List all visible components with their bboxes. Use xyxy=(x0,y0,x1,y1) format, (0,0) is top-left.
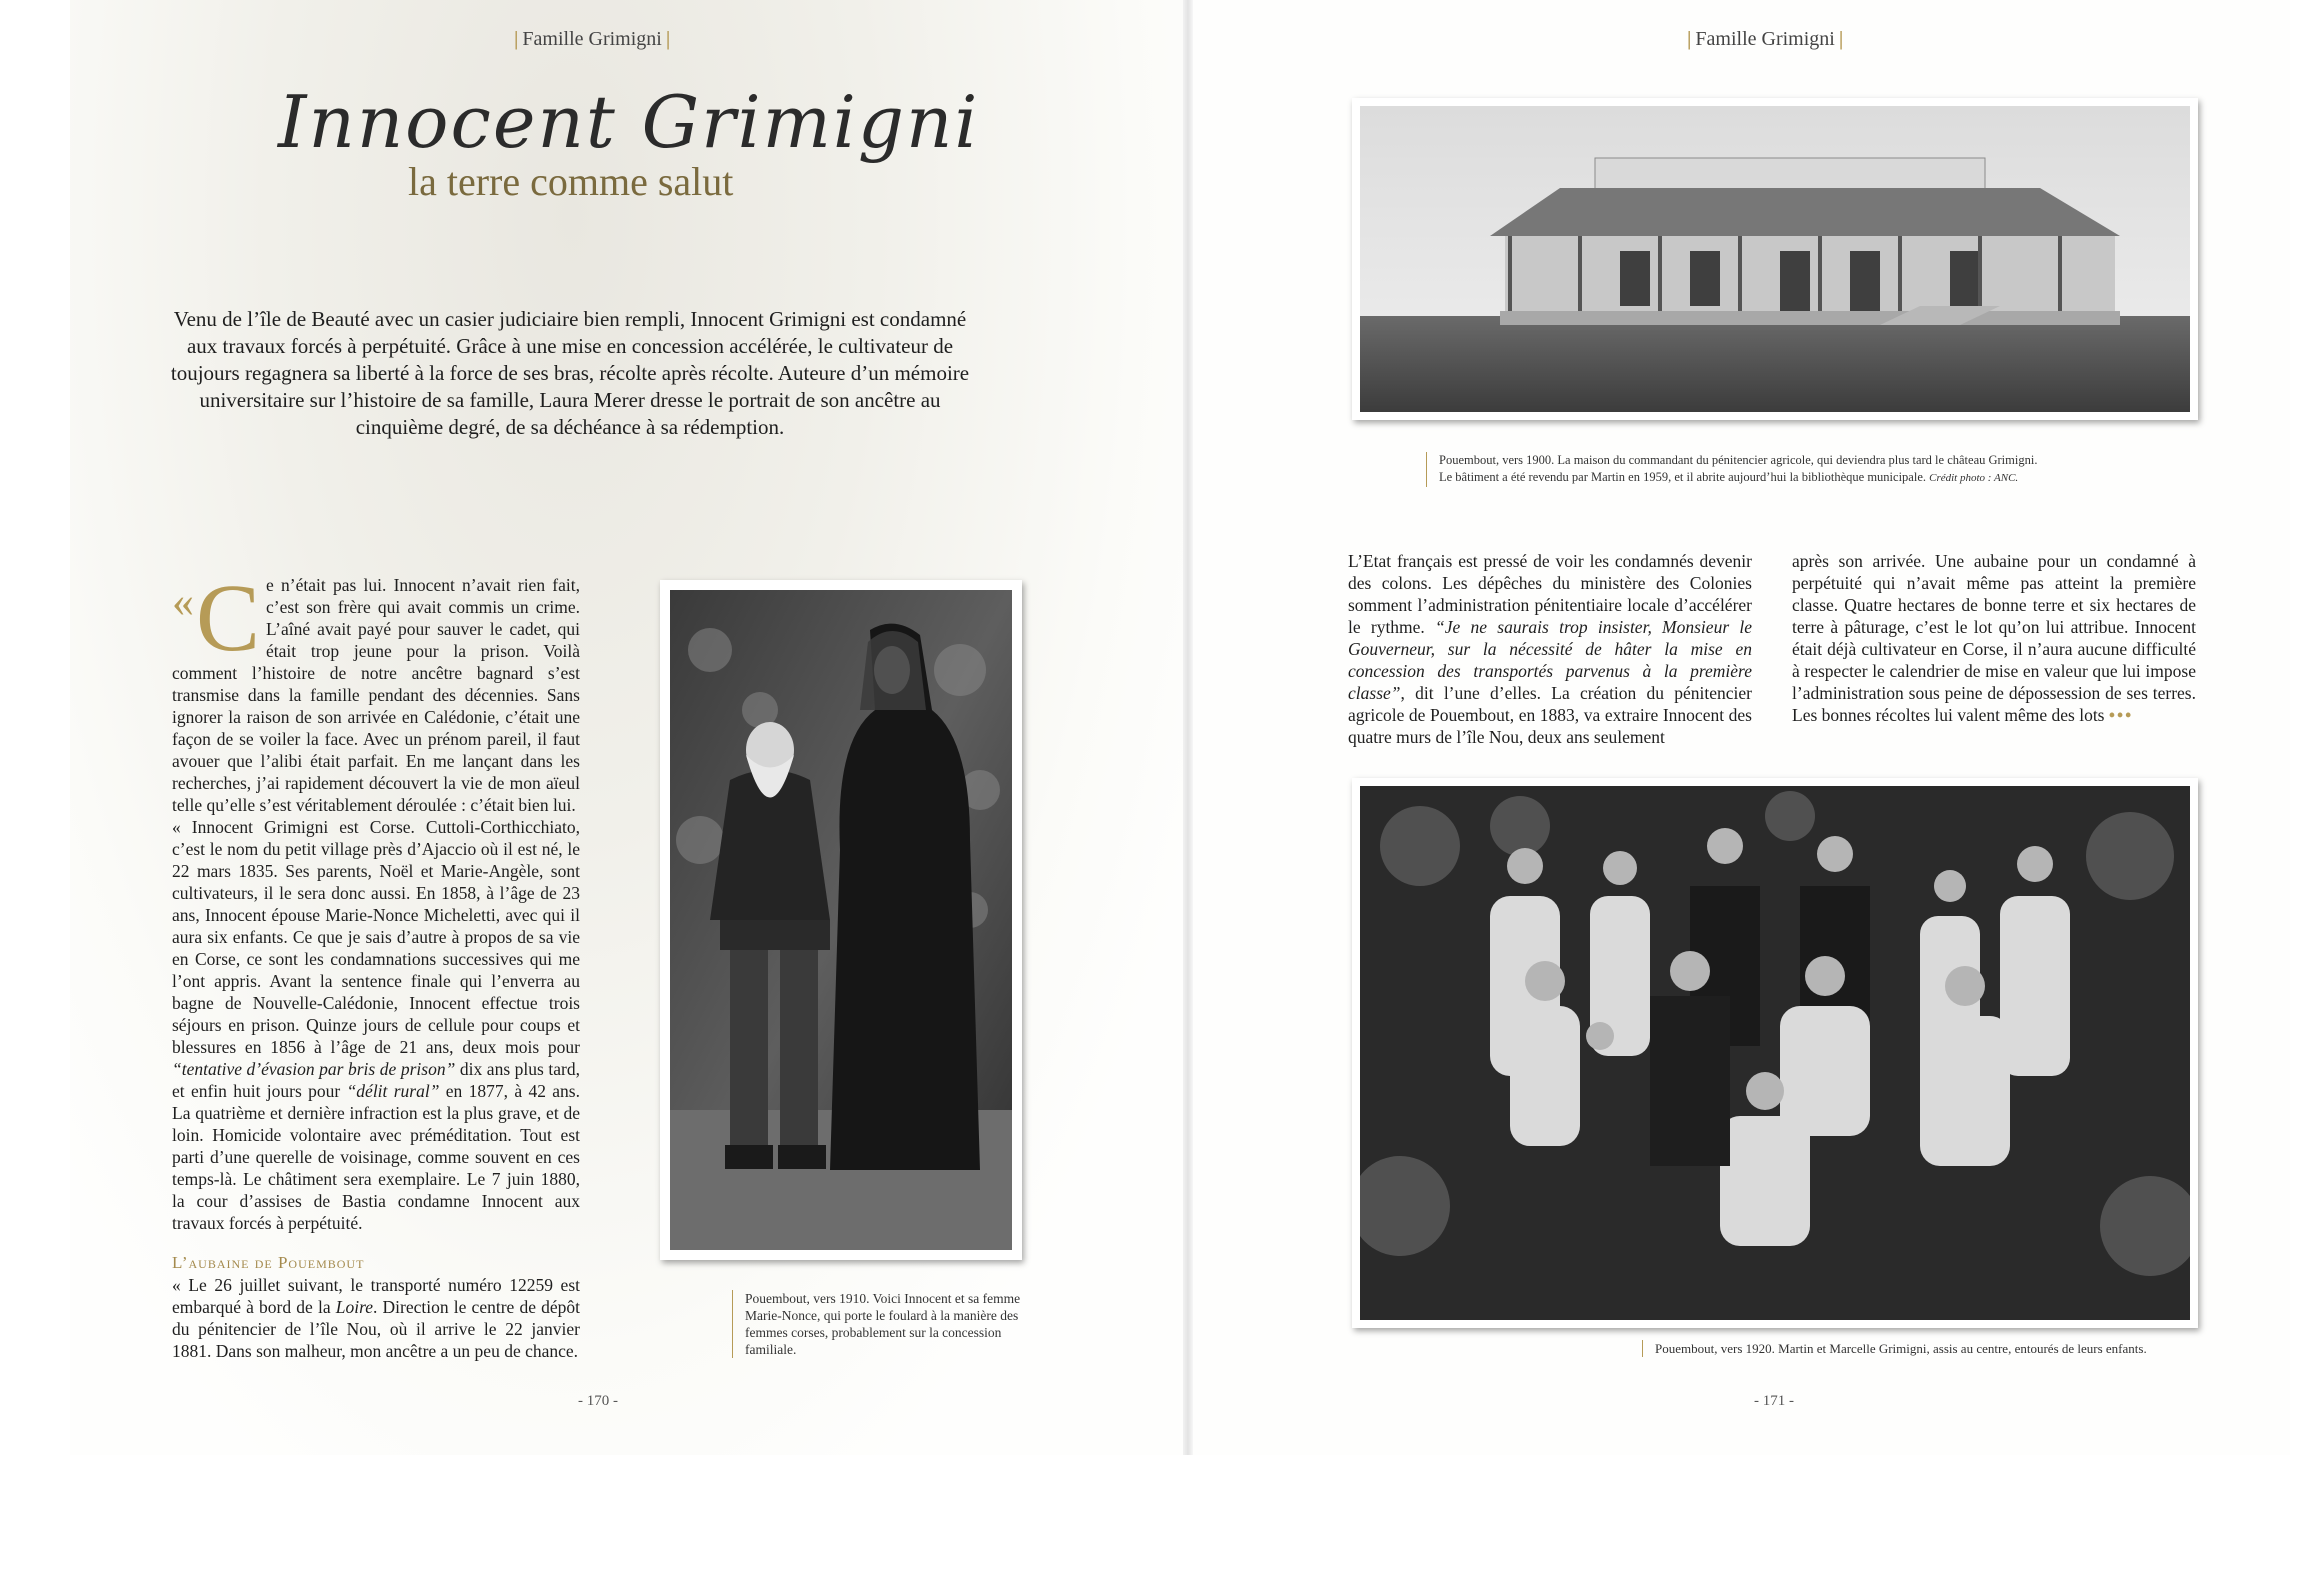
body-column-left xyxy=(172,564,580,1234)
folio-right: - 171 - xyxy=(1754,1393,1794,1409)
article-title: Innocent Grimigni xyxy=(278,80,980,164)
page-gutter xyxy=(1183,0,1193,1455)
portrait-photo-caption: Pouembout, vers 1910. Voici Innocent et sa femme Marie-Nonce, qui porte le foulard à la manière des femmes corses, probablement sur la concession familiale. xyxy=(732,1290,1045,1358)
article-lead: Venu de l’île de Beauté avec un casier judiciaire bien rempli, Innocent Grimigni est condamné aux travaux forcés à perpétuité. Grâce à une mise en concession accélérée, le cultivateur de toujours regagnera sa liberté à la force de ses bras, récolte après récolte. Auteure d’un mémoire universitaire sur l’histoire de sa famille, Laura Merer dresse le portrait de son ancêtre au cinquième degré, de sa déchéance à sa rédemption. xyxy=(170,307,970,439)
house-photo-image xyxy=(1360,106,2190,412)
body-column-left-2 xyxy=(172,1274,580,1362)
drop-cap: C xyxy=(196,564,261,671)
folio-left: - 170 - xyxy=(578,1393,618,1409)
family-photo-image xyxy=(1360,786,2190,1320)
continued-marker: ••• xyxy=(2108,705,2134,725)
article-subtitle: la terre comme salut xyxy=(408,159,734,204)
house-photo xyxy=(1352,98,2198,420)
paragraph-3: « Le 26 juillet suivant, le transporté numéro 12259 est embarqué à bord de la Loire. Direction le centre de dépôt du pénitencier de l’île Nou, où il arrive le 22 janvier 1881. Dans son malheur, mon ancêtre a un peu de chance. xyxy=(172,1275,580,1361)
paragraph-2: « Innocent Grimigni est Corse. Cuttoli-Corthicchiato, c’est le nom du petit village près d’Ajaccio où il est né, le 22 mars 1835. Ses parents, Noël et Marie-Angèle, sont cultivateurs, il le sera donc aussi. En 1858, à l’âge de 23 ans, Innocent épouse Marie-Nonce Micheletti, avec qui il aura six enfants. Ce que je sais d’autre à propos de sa vie en Corse, ce sont les condamnations successives qui me l’ont appris. Avant la sentence finale qui l’enverra au bagne de Nouvelle-Calédonie, Innocent effectue trois séjours en prison. Quinze jours de cellule pour coups et blessures en 1856 à l’âge de 21 ans, deux mois pour “tentative d’évasion par bris de prison” dix ans plus tard, et enfin huit jours pour “délit rural” en 1877, à 42 ans. La quatrième et dernière infraction est la plus grave, et de loin. Homicide volontaire avec préméditation. Tout est parti d’une querelle de voisinage, comme souvent en ces temps-là. Le châtiment sera exemplaire. Le 7 juin 1880, la cour d’assises de Bastia condamne Innocent aux travaux forcés à perpétuité. xyxy=(172,817,580,1233)
body-column-right-1: L’Etat français est pressé de voir les condamnés devenir des colons. Les dépêches du ministère des Colonies somment l’administration pénitentiaire locale d’accélérer le rythme. “Je ne saurais trop insister, Monsieur le Gouverneur, sur la nécessité de hâter la mise en concession des transportés parvenus à la première classe”, dit l’une d’elles. La création du pénitencier agricole de Pouembout, en 1883, va extraire Innocent des quatre murs de l’île Nou, deux ans seulement xyxy=(1348,551,1752,747)
portrait-photo-innocent xyxy=(660,580,1022,1260)
open-quote: « xyxy=(172,577,194,626)
section-heading: L’aubaine de Pouembout xyxy=(172,1253,365,1272)
running-head-right: | Famille Grimigni | xyxy=(1687,28,1844,50)
portrait-photo-image xyxy=(670,590,1012,1250)
family-photo xyxy=(1352,778,2198,1328)
body-column-right-2: après son arrivée. Une aubaine pour un condamné à perpétuité qui n’avait même pas atteint la première classe. Quatre hectares de bonne terre et six hectares de terre à pâturage, c’est le lot qu’on lui attribue. Innocent était déjà cultivateur en Corse, il n’aura aucune difficulté à respecter le calendrier de mise en valeur que lui impose l’administration sous peine de dépossession de ses terres. Les bonnes récoltes lui valent même des lots ••• xyxy=(1792,551,2196,725)
running-head-left: | Famille Grimigni | xyxy=(514,28,671,50)
family-photo-caption: Pouembout, vers 1920. Martin et Marcelle Grimigni, assis au centre, entourés de leurs enfants. xyxy=(1642,1340,2215,1357)
house-photo-caption: Pouembout, vers 1900. La maison du commandant du pénitencier agricole, qui deviendra plus tard le château Grimigni. Le bâtiment a été revendu par Martin en 1959, et il abrite aujourd’hui la bibliothèque municipale. Crédit photo : ANC. xyxy=(1426,452,2259,487)
paragraph-1: « C e n’était pas lui. Innocent n’avait rien fait, c’est son frère qui avait commis un crime. L’aîné avait payé pour sauver le cadet, qui était trop jeune pour la prison. Voilà comment l’histoire de notre ancêtre bagnard s’est transmise dans la famille pendant des décennies. Sans ignorer la raison de son arrivée en Calédonie, c’était une façon de se voiler la face. Avec un prénom pareil, il faut avouer que l’alibi était parfait. En me lançant dans les recherches, j’ai rapidement découvert la vie de mon aïeul telle qu’elle s’est véritablement déroulée : c’était bien lui. xyxy=(172,564,580,815)
photo-credit: Crédit photo : ANC. xyxy=(1929,472,2019,484)
